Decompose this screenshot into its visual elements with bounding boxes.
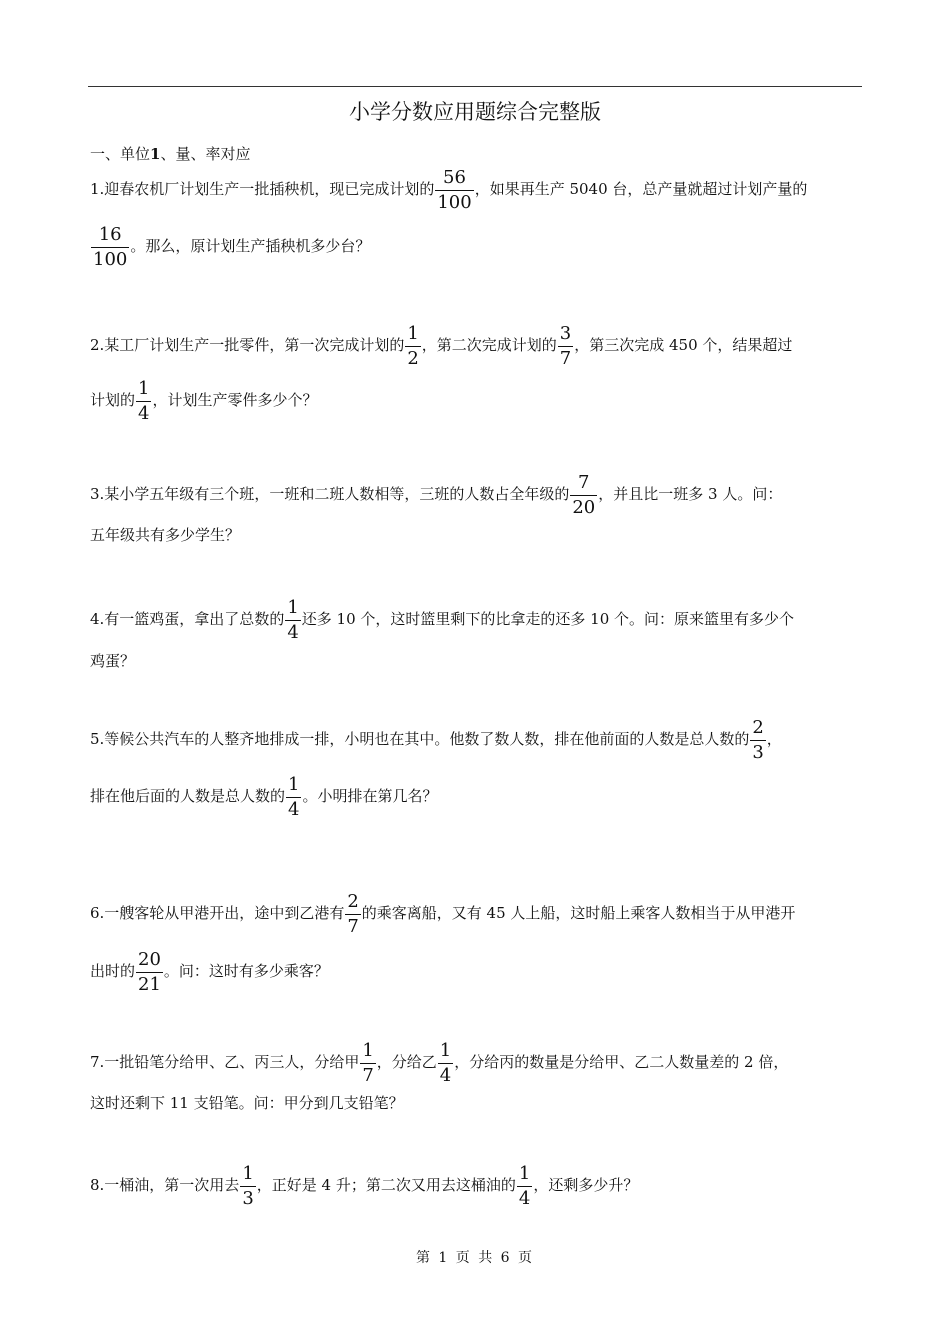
- problem-text: 2.某工厂计划生产一批零件，第一次完成计划的: [90, 336, 405, 354]
- section-heading-number: 1: [150, 145, 161, 163]
- problem-5-line-2: [90, 770, 437, 822]
- fraction-numerator: 16: [91, 226, 129, 248]
- fraction: [360, 1039, 375, 1086]
- fraction-denominator: 7: [347, 915, 359, 937]
- problem-text: ，分给乙: [376, 1053, 437, 1071]
- problem-text: 6.一艘客轮从甲港开出，途中到乙港有: [90, 904, 345, 922]
- problem-text: 4.有一篮鸡蛋，拿出了总数的: [90, 610, 285, 628]
- top-rule: [88, 86, 862, 87]
- problem-text: ，还剩多少升？: [533, 1176, 639, 1194]
- problem-7-line-2: [90, 1088, 404, 1118]
- fraction-denominator: 20: [572, 496, 596, 518]
- fraction-numerator: 1: [240, 1165, 255, 1187]
- problem-text: ，计划生产零件多少个？: [152, 391, 318, 409]
- section-heading-prefix: 一、单位: [90, 145, 151, 163]
- problem-text: 7.一批铅笔分给甲、乙、丙三人，分给甲: [90, 1053, 360, 1071]
- problem-4-line-2: [90, 646, 135, 676]
- fraction: [435, 166, 473, 213]
- fraction-numerator: 1: [438, 1042, 453, 1064]
- problem-text: 。那么，原计划生产插秧机多少台？: [130, 237, 371, 255]
- problem-text: 这时还剩下 11 支铅笔。问：甲分到几支铅笔？: [90, 1094, 404, 1112]
- fraction-numerator: 1: [360, 1042, 375, 1064]
- fraction-denominator: 4: [518, 1187, 531, 1209]
- problem-text: 5.等候公共汽车的人整齐地排成一排，小明也在其中。他数了数人数，排在他前面的人数是总人数的: [90, 730, 750, 748]
- problem-text: ，第三次完成 450 个，结果超过: [574, 336, 793, 354]
- problem-2-line-1: [90, 316, 792, 374]
- fraction: [286, 773, 301, 820]
- fraction-denominator: 4: [439, 1064, 452, 1086]
- fraction-numerator: 1: [285, 599, 300, 621]
- problem-7-line-1: [90, 1033, 788, 1091]
- fraction: [558, 322, 573, 369]
- fraction: [136, 948, 163, 995]
- fraction-denominator: 7: [362, 1064, 374, 1086]
- fraction: [345, 890, 360, 937]
- fraction-numerator: 1: [405, 325, 420, 347]
- fraction: [517, 1162, 532, 1209]
- problem-6-line-2: [90, 945, 329, 997]
- problem-text: ，分给丙的数量是分给甲、乙二人数量差的 2 倍，: [454, 1053, 789, 1071]
- fraction: [136, 377, 151, 424]
- problem-text: ，: [766, 730, 782, 748]
- fraction-denominator: 100: [93, 248, 128, 270]
- problem-text: 还多 10 个，这时篮里剩下的比拿走的还多 10 个。问：原来篮里有多少个: [301, 610, 795, 628]
- problem-text: ，第二次完成计划的: [421, 336, 557, 354]
- fraction: [438, 1039, 453, 1086]
- problem-5-line-1: [90, 710, 782, 768]
- fraction-numerator: 1: [136, 380, 151, 402]
- page-title: 小学分数应用题综合完整版: [349, 100, 601, 124]
- fraction: [91, 223, 129, 270]
- fraction-numerator: 1: [517, 1165, 532, 1187]
- problem-text: 8.一桶油，第一次用去: [90, 1176, 240, 1194]
- fraction-denominator: 4: [288, 798, 300, 820]
- fraction-numerator: 2: [750, 719, 765, 741]
- problem-text: 。小明排在第几名？: [302, 787, 438, 805]
- page-footer: 第 1 页 共 6 页: [415, 1250, 535, 1266]
- fraction-numerator: 20: [136, 951, 163, 973]
- problem-text: 计划的: [90, 391, 136, 409]
- problem-8-line-1: [90, 1156, 638, 1214]
- fraction-numerator: 3: [558, 325, 573, 347]
- fraction: [405, 322, 420, 369]
- problem-3-line-2: [90, 520, 240, 550]
- fraction-denominator: 7: [559, 347, 572, 369]
- fraction-numerator: 2: [345, 893, 360, 915]
- problem-4-line-1: [90, 590, 794, 648]
- fraction: [240, 1162, 255, 1209]
- fraction-numerator: 1: [286, 776, 301, 798]
- fraction-denominator: 4: [287, 621, 299, 643]
- problem-text: ，如果再生产 5040 台，总产量就超过计划产量的: [474, 180, 808, 198]
- fraction-denominator: 3: [242, 1187, 254, 1209]
- fraction: [285, 596, 300, 643]
- fraction-numerator: 7: [570, 474, 597, 496]
- problem-text: 。问：这时有多少乘客？: [163, 962, 329, 980]
- fraction: [750, 716, 765, 763]
- problem-1-line-1: [90, 160, 807, 218]
- problem-text: 的乘客离船，又有 45 人上船，这时船上乘客人数相当于从甲港开: [361, 904, 796, 922]
- problem-text: 鸡蛋？: [90, 652, 136, 670]
- fraction-denominator: 100: [437, 191, 472, 213]
- fraction-denominator: 3: [752, 741, 764, 763]
- fraction: [570, 471, 597, 518]
- problem-2-line-2: [90, 374, 317, 426]
- fraction-denominator: 21: [138, 973, 161, 995]
- fraction-denominator: 2: [407, 347, 419, 369]
- problem-text: 3.某小学五年级有三个班，一班和二班人数相等，三班的人数占全年级的: [90, 485, 570, 503]
- fraction-denominator: 4: [138, 402, 150, 424]
- section-heading-suffix: 、量、率对应: [160, 145, 251, 163]
- fraction-numerator: 56: [435, 169, 473, 191]
- problem-3-line-1: [90, 465, 782, 523]
- problem-6-line-1: [90, 884, 795, 942]
- problem-text: 五年级共有多少学生？: [90, 526, 241, 544]
- problem-1-line-2: [90, 223, 371, 270]
- problem-text: 出时的: [90, 962, 136, 980]
- problem-text: ，并且比一班多 3 人。问：: [598, 485, 783, 503]
- problem-text: 排在他后面的人数是总人数的: [90, 787, 286, 805]
- problem-text: ，正好是 4 升；第二次又用去这桶油的: [256, 1176, 516, 1194]
- problem-text: 1.迎春农机厂计划生产一批插秧机，现已完成计划的: [90, 180, 435, 198]
